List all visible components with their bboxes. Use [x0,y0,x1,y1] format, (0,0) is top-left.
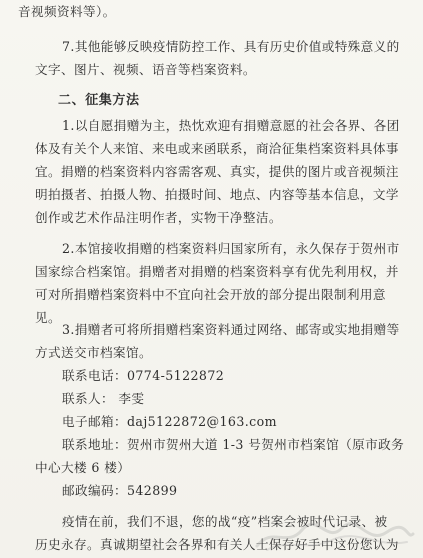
paragraph-3-line: 3.捐赠者可将所捐赠档案资料通过网络、邮寄或实地捐赠等 [62,322,400,337]
paragraph-2-line: 见。 [35,310,61,325]
paragraph-1-line: 明拍摄者、拍摄人物、拍摄时间、地点、内容等基本信息，文学 [35,187,399,202]
text-line: 音视频资料等）。 [18,4,116,19]
publisher-logo-watermark-icon [247,518,417,556]
list-item-7: 7.其他能够反映疫情防控工作、具有历史价值或特殊意义的 [62,39,400,54]
paragraph-1-line: 体及有关个人来馆、来电或来函联系，商洽征集档案资料具体事 [35,141,399,156]
paragraph-2-line: 2.本馆接收捐赠的档案资料归国家所有，永久保存于贺州市 [62,241,400,256]
postal-code: 邮政编码：542899 [62,483,178,498]
contact-phone: 联系电话：0774-5122872 [62,368,225,383]
paragraph-1-line: 宜。捐赠的档案资料内容需客观、真实，提供的图片或音视频注 [35,164,399,179]
closing-line: 历史永存。真诚期望社会各界和有关人士保存好手中这份您认为 [35,537,399,552]
paragraph-3-line: 方式送交市档案馆。 [35,345,152,360]
contact-person: 联系人： 李雯 [62,391,145,406]
contact-email: 电子邮箱：daj5122872@163.com [62,414,277,429]
contact-address-cont: 中心大楼 6 楼） [35,460,131,475]
section-heading: 二、征集方法 [58,93,140,108]
paragraph-2-line: 可对所捐赠档案资料中不宜向社会开放的部分提出限制利用意 [35,287,386,302]
paragraph-2-line: 国家综合档案馆。捐赠者对捐赠的档案资料享有优先利用权，并 [35,264,399,279]
paragraph-1-line: 创作或艺术作品注明作者，实物干净整洁。 [35,210,282,225]
closing-line: 疫情在前，我们不退，您的战“疫”档案会被时代记录、被 [62,514,388,529]
paragraph-1-line: 1.以自愿捐赠为主，热忱欢迎有捐赠意愿的社会各界、各团 [62,118,400,133]
contact-address: 联系地址：贺州市贺州大道 1-3 号贺州市档案馆（原市政务 [62,437,405,452]
text-line: 文字、图片、视频、语音等档案资料。 [35,62,256,77]
